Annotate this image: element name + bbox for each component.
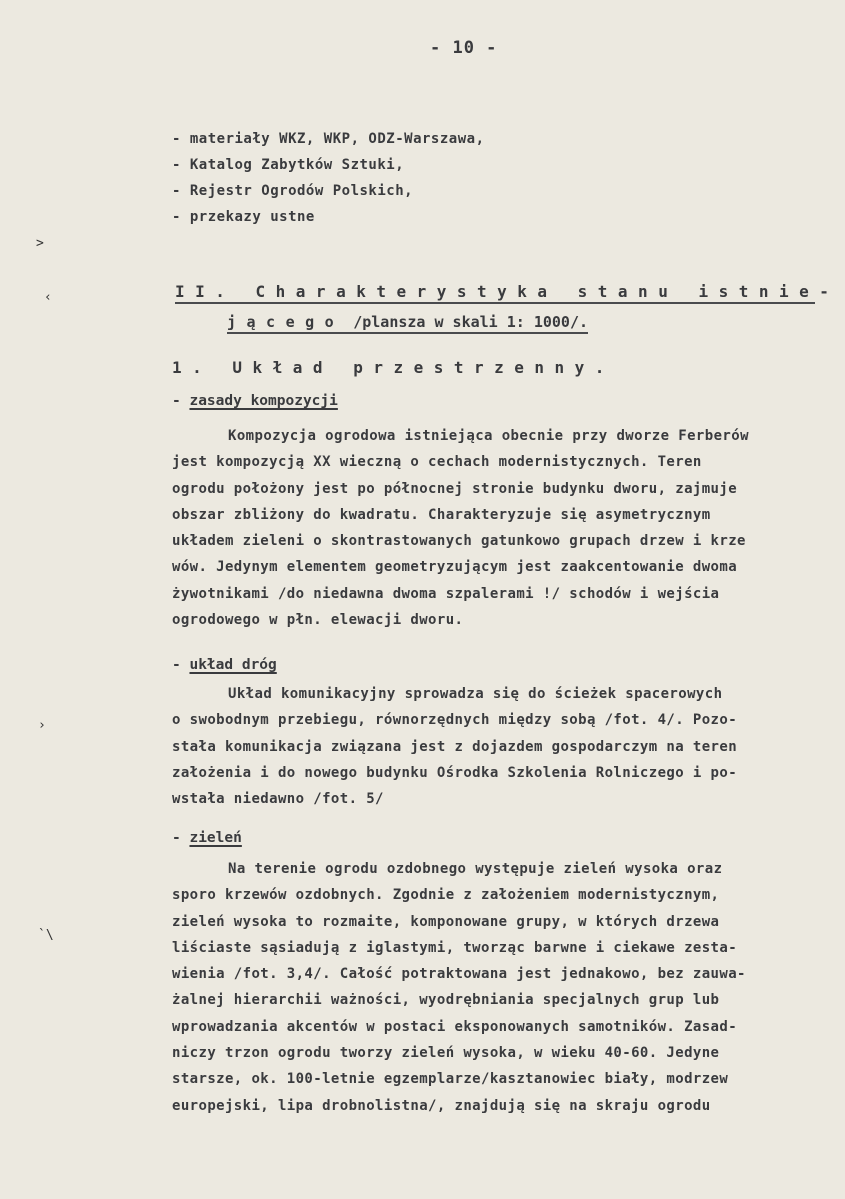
text-line: liściaste sąsiadują z iglastymi, tworząc barwne i ciekawe zesta- — [172, 939, 738, 956]
text-line: wstała niedawno /fot. 5/ — [172, 791, 384, 808]
paragraph-roads — [172, 681, 844, 812]
subsection-heading: 1. Układ przestrzenny. — [172, 358, 615, 377]
paragraph-composition — [172, 423, 844, 633]
text-line: sporo krzewów ozdobnych. Zgodnie z założeniem modernistycznym, — [172, 887, 720, 904]
text-line: wienia /fot. 3,4/. Całość potraktowana jest jednakowo, bez zauwa- — [172, 966, 746, 983]
subsection-label-text: zasady kompozycji — [189, 393, 338, 409]
margin-mark: › — [38, 718, 46, 733]
text-line: europejski, lipa drobnolistna/, znajdują się na skraju ogrodu — [172, 1097, 711, 1114]
text-line: wów. Jedynym elementem geometryzującym jest zaakcentowanie dwoma — [172, 559, 738, 576]
margin-mark: ‹ — [44, 290, 52, 305]
text-line: założenia i do nowego budynku Ośrodka Szkolenia Rolniczego i po- — [172, 764, 738, 781]
subsection-label: - zieleń — [172, 830, 242, 846]
text-line: jest kompozycją XX wieczną o cechach modernistycznych. Teren — [172, 454, 702, 471]
section-subtitle-word: jącego — [227, 313, 345, 331]
subsection-label-text: zieleń — [189, 830, 242, 846]
source-item: - materiały WKZ, WKP, ODZ-Warszawa, — [172, 131, 485, 147]
margin-mark: `\ — [38, 928, 54, 943]
text-line: starsze, ok. 100-letnie egzemplarze/kasztanowiec biały, modrzew — [172, 1071, 729, 1088]
text-line: układem zieleni o skontrastowanych gatunkowo grupach drzew i krze — [172, 533, 746, 550]
section-title: II. Charakterystyka stanu istnie- — [175, 282, 815, 304]
source-item: - Rejestr Ogrodów Polskich, — [172, 183, 414, 199]
text-line: zieleń wysoka to rozmaite, komponowane grupy, w których drzewa — [172, 913, 720, 930]
text-line: obszar zbliżony do kwadratu. Charakteryzuje się asymetrycznym — [172, 506, 711, 523]
text-line: o swobodnym przebiegu, równorzędnych między sobą /fot. 4/. Pozo- — [172, 712, 738, 729]
paragraph-greenery — [172, 856, 844, 1119]
text-line: niczy trzon ogrodu tworzy zieleń wysoka, w wieku 40-60. Jedyne — [172, 1045, 720, 1062]
margin-mark: > — [36, 236, 44, 251]
subsection-label-text: układ dróg — [189, 657, 277, 673]
subsection-label: - zasady kompozycji — [172, 393, 338, 409]
source-item: - przekazy ustne — [172, 209, 315, 225]
text-line: ogrodowego w płn. elewacji dworu. — [172, 612, 464, 629]
text-line: Układ komunikacyjny sprowadza się do ścieżek spacerowych — [228, 686, 723, 702]
text-line: wprowadzania akcentów w postaci eksponowanych samotników. Zasad- — [172, 1018, 738, 1035]
subsection-label: - układ dróg — [172, 657, 277, 673]
source-item: - Katalog Zabytków Sztuki, — [172, 157, 405, 173]
text-line: ogrodu położony jest po północnej stronie budynku dworu, zajmuje — [172, 480, 738, 497]
text-line: stała komunikacja związana jest z dojazdem gospodarczym na teren — [172, 738, 738, 755]
text-line: żywotnikami /do niedawna dwoma szpalerami !/ schodów i wejścia — [172, 585, 720, 602]
text-line: Kompozycja ogrodowa istniejąca obecnie przy dworze Ferberów — [228, 428, 749, 444]
page-number: - 10 - — [430, 38, 498, 58]
section-subtitle — [227, 313, 588, 334]
text-line: Na terenie ogrodu ozdobnego występuje zieleń wysoka oraz — [228, 861, 723, 877]
section-subtitle-scale: /plansza w skali 1: 1000/. — [344, 313, 589, 331]
text-line: żalnej hierarchii ważności, wyodrębniania specjalnych grup lub — [172, 992, 720, 1009]
